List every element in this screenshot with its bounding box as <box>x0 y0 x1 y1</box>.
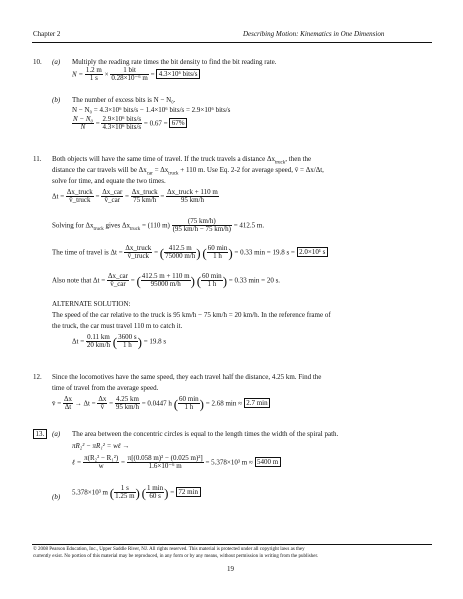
answer-box: 2.0×10¹ s <box>297 247 328 257</box>
p11-alt2: the truck, the car must travel 110 m to catch it. <box>52 322 183 330</box>
p13-eq2: ℓ = $\frac{\text{π(R₂² − R₁²)}}{w}$ = $\frac{\text{π[(0.058 m)² − (0.025 m)²]}}{\text{1.6×10⁻⁶ m}}$ = 5.378×10³ m ≈ 5400 m <box>72 455 281 471</box>
p10-b-text: The number of excess bits is N − N₀. <box>72 96 176 104</box>
p10-part-b: (b) <box>52 96 61 104</box>
p10-eq-a: N = $\frac{1.2 m}{1 s}$ × $\frac{\text{1 bit}}{\text{0.28×10⁻⁶ m}}$ = 4.3×10⁶ bits/s <box>72 67 200 83</box>
p13-eq-b: 5.378×10³ m ( $\frac{1 s}{1.25 m}$ ) ( $\frac{1 \min}{60 s}$ ) = 72 min <box>72 485 201 501</box>
p12-number: 12. <box>33 373 42 381</box>
p13-number: 13. <box>33 430 47 438</box>
answer-box: 67% <box>169 118 187 128</box>
p12-line1: Since the locomotives have the same speed, they each travel half the distance, 4.25 km. Find the <box>52 373 322 381</box>
p11-line2: distance the car travels will be $\Delta x_{car} = \Delta x_{truck} + 110$ m. Use Eq. 2-2 for average speed, v̄ = Δx/Δt, <box>52 166 324 177</box>
p10-eq-b: $\frac{\text{N − N₀}}{N}$ = $\frac{\text{2.9×10⁶ bits/s}}{\text{4.3×10⁶ bits/s}}$ = 0.67 = 67% <box>72 116 187 132</box>
p11-eq1: Δt = $\frac{\text{Δx\_truck}}{\text{v̄\_truck}}$ = $\frac{\text{Δx\_car}}{\text{v̄\_car}}$ = $\frac{\text{Δx\_truck}}{75 km/h}$ = $\frac{\text{Δx\_truck + 110 m}}{95 km/h}$ <box>52 188 218 205</box>
answer-box: 4.3×10⁶ bits/s <box>156 69 200 79</box>
p13-eq1: πR₂² − πR₁² = wℓ → <box>72 442 130 450</box>
footer-copyright-2: currently exist. No portion of this material may be reproduced, in any form or by any means, without permission in writing from the publisher. <box>33 554 319 559</box>
p10-a-text: Multiply the reading rate times the bit density to find the bit reading rate. <box>72 58 277 66</box>
p13-part-b: (b) <box>52 493 61 501</box>
page-number: 19 <box>227 565 234 573</box>
p11-number: 11. <box>33 155 42 163</box>
header-title: Describing Motion: Kinematics in One Dimension <box>243 30 385 38</box>
p11-alt-eq: Δt = $\frac{0.11 km}{20 km/h}$ ( $\frac{3600 s}{1 h}$ ) = 19.8 s <box>72 333 167 350</box>
p11-line3: solve for time, and equate the two times. <box>52 177 166 185</box>
p12-eq: v̄ = $\frac{\Delta x}{\Delta t}$ → Δt = $\frac{\Delta x}{v̄}$ = $\frac{4.25 km}{95 km/h}$ = 0.0447 h ( $\frac{60 \min}{1 h}$ ) = 2.68 min ≈ 2.7 min <box>52 396 270 412</box>
p11-time: The time of travel is Δt = $\frac{\text{Δx\_truck}}{\text{v̄\_truck}}$ = ( $\frac{412.5 m}{75000 m/h}$ ) ( $\frac{60 \min}{1 h}$ ) = 0.33 min = 19.8 s = 2.0×10¹ s <box>52 245 328 261</box>
header-chapter: Chapter 2 <box>33 30 61 38</box>
p11-also: Also note that Δt = $\frac{\text{Δx\_car}}{\text{v̄\_car}}$ = ( $\frac{412.5 m + 110 m}{95000 m/h}$ ) ( $\frac{60 \min}{1 h}$ ) = 0.33 min = 20 s. <box>52 272 281 289</box>
answer-box: 2.7 min <box>244 398 270 408</box>
p11-alt-heading: ALTERNATE SOLUTION: <box>52 300 131 308</box>
p10-b-line2: N − N₀ = 4.3×10⁶ bits/s − 1.4×10⁶ bits/s = 2.9×10⁶ bits/s <box>72 106 231 114</box>
p12-line2: time of travel from the average speed. <box>52 384 159 392</box>
answer-box: 5400 m <box>255 457 281 467</box>
p11-solving: Solving for $\Delta x_{truck}$ gives $\Delta x_{truck} = (110$ m) $\frac{(75 km/h)}{(95 km/h - 75 km/h)}$ = 412.5 m. <box>52 217 265 234</box>
header-rule <box>32 42 432 43</box>
p11-line1: Both objects will have the same time of travel. If the truck travels a distance $\Delta x_{truck}$, then the <box>52 155 312 166</box>
answer-box: 72 min <box>176 487 201 497</box>
footer-rule <box>32 544 432 545</box>
p11-alt1: The speed of the car relative to the truck is 95 km/h − 75 km/h = 20 km/h. In the reference frame of <box>52 311 331 319</box>
footer-copyright-1: © 2008 Pearson Education, Inc., Upper Saddle River, NJ. All rights reserved. This material is protected under all copyright laws as they <box>33 547 305 552</box>
p10-number: 10. <box>33 58 42 66</box>
p13-part-a: (a) <box>52 430 61 438</box>
p13-a-text: The area between the concentric circles is equal to the length times the width of the spiral path. <box>72 430 339 438</box>
p10-part-a: (a) <box>52 58 61 66</box>
